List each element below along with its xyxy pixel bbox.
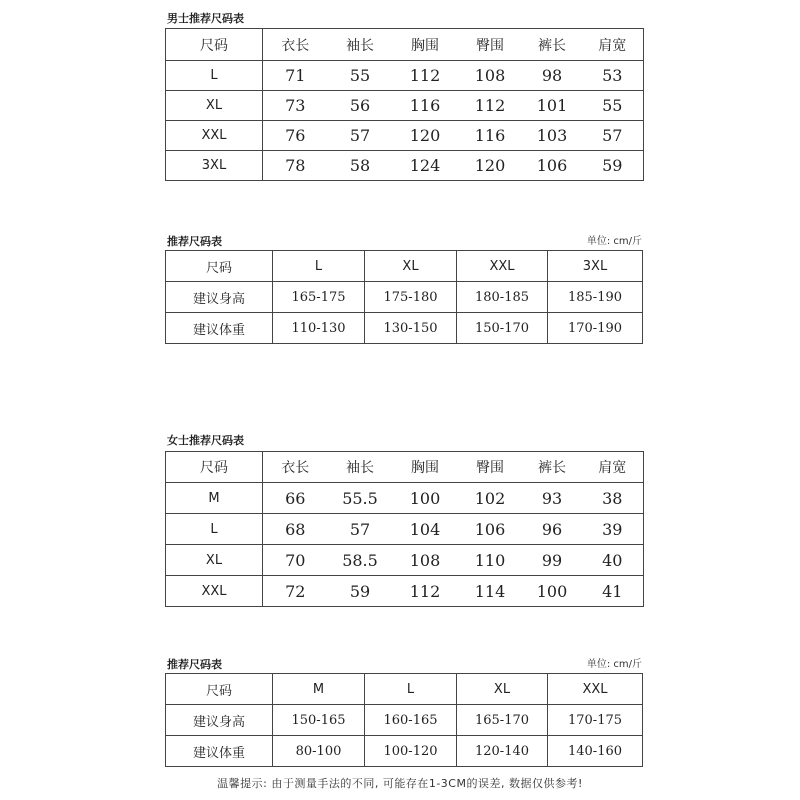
table-cell: 170-175 — [548, 705, 643, 736]
table-cell: 101 — [523, 91, 582, 121]
table-cell: 58.5 — [328, 545, 393, 576]
table-header-cell: 肩宽 — [582, 29, 644, 61]
table-cell: 58 — [328, 151, 393, 181]
men-recommend-title: 推荐尺码表 — [167, 235, 222, 248]
table-cell: 100 — [523, 576, 582, 607]
footer-note: 温馨提示: 由于测量手法的不同, 可能存在1-3CM的误差, 数据仅供参考! — [217, 777, 583, 790]
table-row — [166, 545, 644, 576]
table-cell: 39 — [582, 514, 644, 545]
table-cell: 110-130 — [273, 313, 365, 344]
table-cell: 40 — [582, 545, 644, 576]
table-cell: 70 — [263, 545, 328, 576]
table-row — [166, 576, 644, 607]
table-header-cell: 臀围 — [458, 29, 523, 61]
table-cell: 56 — [328, 91, 393, 121]
table-header-cell: 尺码 — [166, 452, 263, 483]
table-header-row — [166, 251, 643, 282]
table-cell: 150-165 — [273, 705, 365, 736]
table-cell: 73 — [263, 91, 328, 121]
table-cell: 112 — [458, 91, 523, 121]
table-cell: 170-190 — [548, 313, 643, 344]
table-header-row — [166, 452, 644, 483]
men-size-chart-title: 男士推荐尺码表 — [167, 12, 244, 25]
table-cell: 38 — [582, 483, 644, 514]
table-header-cell: L — [365, 674, 457, 705]
row-label-cell: 建议身高 — [166, 282, 273, 313]
table-header-cell: 胸围 — [393, 29, 458, 61]
row-label-cell: XXL — [166, 576, 263, 607]
table-cell: 55.5 — [328, 483, 393, 514]
table-cell: 108 — [393, 545, 458, 576]
table-header-row — [166, 29, 644, 61]
table-cell: 59 — [582, 151, 644, 181]
table-cell: 120 — [458, 151, 523, 181]
table-row — [166, 151, 644, 181]
table-cell: 130-150 — [365, 313, 457, 344]
row-label-cell: 3XL — [166, 151, 263, 181]
men-size-chart-table — [165, 28, 644, 181]
table-cell: 112 — [393, 61, 458, 91]
table-header-cell: XL — [365, 251, 457, 282]
table-header-row — [166, 674, 643, 705]
table-header-cell: 3XL — [548, 251, 643, 282]
table-row — [166, 61, 644, 91]
row-label-cell: XL — [166, 545, 263, 576]
table-header-cell: 袖长 — [328, 29, 393, 61]
table-header-cell: 臀围 — [458, 452, 523, 483]
table-header-cell: 肩宽 — [582, 452, 644, 483]
table-cell: 100-120 — [365, 736, 457, 767]
row-label-cell: XL — [166, 91, 263, 121]
table-cell: 124 — [393, 151, 458, 181]
table-cell: 99 — [523, 545, 582, 576]
table-cell: 78 — [263, 151, 328, 181]
table-header-cell: XXL — [548, 674, 643, 705]
table-header-cell: 袖长 — [328, 452, 393, 483]
women-recommend-unit: 单位: cm/斤 — [586, 659, 642, 670]
table-row — [166, 282, 643, 313]
table-cell: 100 — [393, 483, 458, 514]
row-label-cell: 建议体重 — [166, 736, 273, 767]
table-cell: 102 — [458, 483, 523, 514]
table-row — [166, 483, 644, 514]
table-cell: 140-160 — [548, 736, 643, 767]
table-cell: 41 — [582, 576, 644, 607]
table-header-cell: 衣长 — [263, 29, 328, 61]
table-header-cell: 尺码 — [166, 29, 263, 61]
table-cell: 165-170 — [457, 705, 548, 736]
table-header-cell: XL — [457, 674, 548, 705]
table-cell: 103 — [523, 121, 582, 151]
table-cell: 108 — [458, 61, 523, 91]
table-cell: 150-170 — [457, 313, 548, 344]
row-label-cell: M — [166, 483, 263, 514]
table-row — [166, 514, 644, 545]
women-size-chart-title: 女士推荐尺码表 — [167, 434, 244, 447]
table-cell: 57 — [582, 121, 644, 151]
table-cell: 57 — [328, 121, 393, 151]
row-label-cell: 建议身高 — [166, 705, 273, 736]
table-header-cell: XXL — [457, 251, 548, 282]
table-row — [166, 91, 644, 121]
row-label-cell: L — [166, 514, 263, 545]
row-label-cell: 建议体重 — [166, 313, 273, 344]
table-header-cell: 衣长 — [263, 452, 328, 483]
table-cell: 80-100 — [273, 736, 365, 767]
table-cell: 116 — [458, 121, 523, 151]
table-row — [166, 121, 644, 151]
women-size-chart-table — [165, 451, 644, 607]
men-recommend-unit: 单位: cm/斤 — [586, 236, 642, 247]
men-recommend-table — [165, 250, 643, 344]
table-header-cell: 裤长 — [523, 452, 582, 483]
table-cell: 165-175 — [273, 282, 365, 313]
women-recommend-title: 推荐尺码表 — [167, 658, 222, 671]
table-cell: 59 — [328, 576, 393, 607]
table-cell: 76 — [263, 121, 328, 151]
table-cell: 185-190 — [548, 282, 643, 313]
table-cell: 53 — [582, 61, 644, 91]
table-cell: 160-165 — [365, 705, 457, 736]
table-cell: 96 — [523, 514, 582, 545]
table-cell: 71 — [263, 61, 328, 91]
table-row — [166, 313, 643, 344]
table-cell: 175-180 — [365, 282, 457, 313]
table-cell: 57 — [328, 514, 393, 545]
table-header-cell: 尺码 — [166, 251, 273, 282]
table-cell: 180-185 — [457, 282, 548, 313]
table-cell: 106 — [523, 151, 582, 181]
table-cell: 120-140 — [457, 736, 548, 767]
table-row — [166, 736, 643, 767]
row-label-cell: XXL — [166, 121, 263, 151]
women-recommend-table — [165, 673, 643, 767]
row-label-cell: L — [166, 61, 263, 91]
table-cell: 98 — [523, 61, 582, 91]
table-cell: 116 — [393, 91, 458, 121]
table-cell: 104 — [393, 514, 458, 545]
table-row — [166, 705, 643, 736]
table-cell: 68 — [263, 514, 328, 545]
table-header-cell: M — [273, 674, 365, 705]
table-header-cell: 尺码 — [166, 674, 273, 705]
table-cell: 72 — [263, 576, 328, 607]
table-header-cell: 胸围 — [393, 452, 458, 483]
table-cell: 93 — [523, 483, 582, 514]
table-header-cell: L — [273, 251, 365, 282]
table-cell: 106 — [458, 514, 523, 545]
table-cell: 66 — [263, 483, 328, 514]
table-cell: 112 — [393, 576, 458, 607]
table-cell: 120 — [393, 121, 458, 151]
table-cell: 55 — [582, 91, 644, 121]
table-cell: 55 — [328, 61, 393, 91]
table-header-cell: 裤长 — [523, 29, 582, 61]
table-cell: 114 — [458, 576, 523, 607]
table-cell: 110 — [458, 545, 523, 576]
